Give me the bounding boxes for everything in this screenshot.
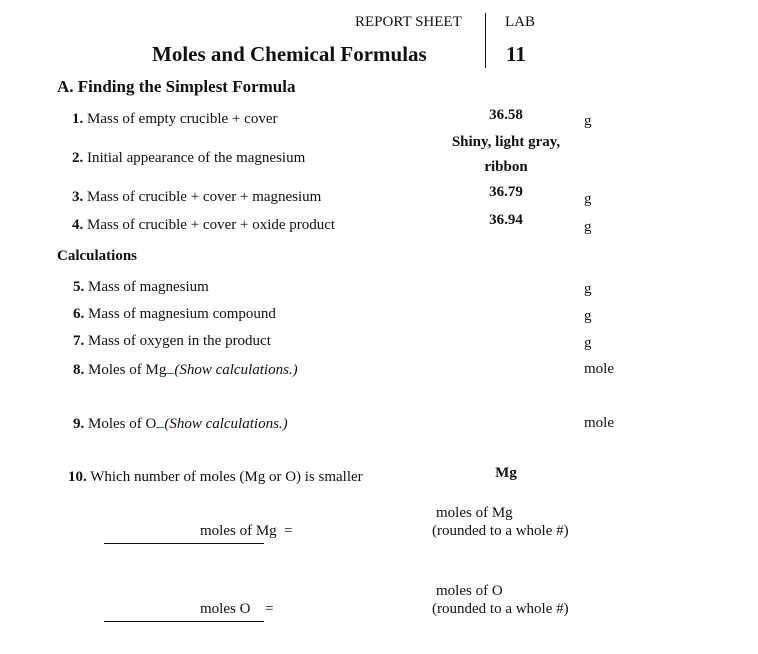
item-number: 4. [72, 217, 84, 233]
item-9 [73, 415, 288, 433]
item-label: Mass of crucible + cover + magnesium [87, 189, 322, 205]
page-title: Moles and Chemical Formulas [152, 42, 427, 66]
item-4-value: 36.94 [489, 212, 523, 228]
item-8-unit: mole [584, 361, 614, 377]
ratio-2-label: moles O [200, 601, 251, 617]
item-4 [72, 217, 335, 234]
lab-number: 11 [506, 42, 526, 66]
item-1-unit: g [584, 113, 592, 129]
item-label: Initial appearance of the magnesium [87, 150, 306, 166]
item-number: 2. [72, 150, 84, 166]
ratio-2-blank [104, 620, 264, 622]
item-3-value: 36.79 [489, 184, 523, 200]
item-label: Mass of crucible + cover + oxide product [87, 217, 336, 233]
item-5 [73, 279, 209, 296]
item-10-answer: Mg [495, 465, 517, 481]
item-label: Moles of O [88, 416, 157, 432]
item-10 [68, 469, 363, 486]
item-label: Mass of magnesium [88, 279, 209, 295]
item-number: 5. [73, 279, 85, 295]
ratio-1-result-line1: moles of Mg [436, 505, 513, 521]
item-6-unit: g [584, 308, 592, 324]
item-7-unit: g [584, 335, 592, 351]
ratio-2-result-line2: (rounded to a whole #) [432, 601, 569, 617]
item-label: Mass of empty crucible + cover [87, 111, 278, 127]
item-4-unit: g [584, 219, 592, 235]
item-number: 6. [73, 306, 85, 322]
item-number: 1. [72, 111, 84, 127]
item-number: 9. [73, 416, 85, 432]
item-1 [72, 111, 277, 128]
item-7 [73, 333, 271, 350]
item-note: (Show calculations.) [164, 416, 288, 432]
item-9-unit: mole [584, 415, 614, 431]
item-number: 10. [68, 469, 87, 485]
item-number: 3. [72, 189, 84, 205]
item-number: 8. [73, 362, 85, 378]
ratio-1-equals: = [284, 523, 293, 539]
section-a-title: A. Finding the Simplest Formula [57, 77, 296, 96]
item-3 [72, 189, 321, 206]
header-divider [485, 13, 486, 68]
item-8 [73, 361, 298, 379]
item-6 [73, 306, 276, 323]
item-label: Which number of moles (Mg or O) is smaller [90, 469, 363, 485]
item-1-value: 36.58 [489, 107, 523, 123]
item-3-unit: g [584, 191, 592, 207]
item-label: Mass of magnesium compound [88, 306, 276, 322]
item-2-value-line1: Shiny, light gray, [451, 134, 561, 150]
ratio-1-result-line2: (rounded to a whole #) [432, 523, 569, 539]
item-2 [72, 150, 305, 167]
report-sheet-label: REPORT SHEET [355, 14, 462, 30]
item-number: 7. [73, 333, 85, 349]
item-2-value-line2: ribbon [484, 159, 528, 175]
calculations-title: Calculations [57, 248, 138, 264]
ratio-2-equals: = [265, 601, 274, 617]
lab-label: LAB [505, 14, 535, 30]
item-note: (Show calculations.) [174, 362, 298, 378]
ratio-1-label: moles of Mg [200, 523, 277, 539]
ratio-1-blank [104, 542, 264, 544]
item-label: Mass of oxygen in the product [88, 333, 271, 349]
ratio-2-result-line1: moles of O [436, 583, 503, 599]
item-5-unit: g [584, 281, 592, 297]
item-label: Moles of Mg [88, 362, 167, 378]
